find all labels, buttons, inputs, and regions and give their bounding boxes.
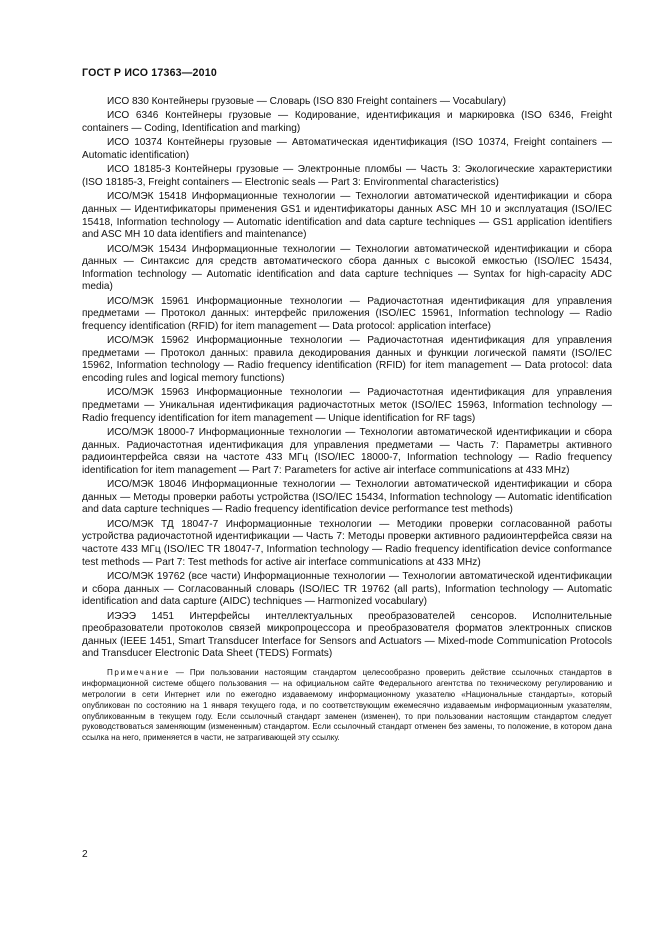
reference-item: ИСО 10374 Контейнеры грузовые — Автоматическая идентификация (ISO 10374, Freight containers — Automatic identification) (82, 137, 612, 161)
reference-item: ИСО 6346 Контейнеры грузовые — Кодирование, идентификация и маркировка (ISO 6346, Freight containers — Coding, Identification and marking) (82, 110, 612, 134)
document-body (82, 96, 612, 744)
reference-item: ИСО/МЭК 15963 Информационные технологии — Радиочастотная идентификация для управления предметами — Уникальная идентификация радиочастотных меток (ISO/IEC 15963, Information technology — Radio frequency identification for item management — Unique identification for RF tags) (82, 387, 612, 424)
reference-item: ИСО/МЭК 15418 Информационные технологии — Технологии автоматической идентификации и сбора данных — Идентификаторы применения GS1 и идентификаторы данных ASC MH 10 и эксплуатация (ISO/IEC 15418, Information technology — Automatic identification and data capture techniques — GS1 application identifiers and ASC MH 10 data identifiers and maintenance) (82, 191, 612, 241)
reference-item: ИСО 830 Контейнеры грузовые — Словарь (ISO 830 Freight containers — Vocabulary) (107, 96, 507, 107)
reference-item: ИСО 18185-3 Контейнеры грузовые — Электронные пломбы — Часть 3: Экологические характеристики (ISO 18185-3, Freight containers — Electronic seals — Part 3: Environmental characteristics) (82, 164, 612, 188)
reference-item: ИСО/МЭК 15961 Информационные технологии — Радиочастотная идентификация для управления предметами — Протокол данных: интерфейс приложения (ISO/IEC 15961, Information technology — Radio frequency identification (RFID) for item management — Data protocol: application interface) (82, 295, 612, 332)
document-header: ГОСТ Р ИСО 17363—2010 (82, 67, 217, 79)
reference-item: ИСО/МЭК ТД 18047-7 Информационные технологии — Методики проверки согласованной работы устройства радиочастотной идентификации — Часть 7: Методы проверки активного радиоинтерфейса связи на частоте 433 МГц (ISO/IEC TR 18047-7, Information technology — Radio frequency identification device conformance test methods — Part 7: Test methods for active air interface communications at 433 MHz) (82, 518, 612, 568)
note-text: — При пользовании настоящим стандартом целесообразно проверить действие ссылочных стандартов в информационной системе общего пользования — на официальном сайте Федерального агентства по техническому регулированию и метрологии в сети Интернет или по ежегодно издаваемому информационному указателю «Национальные стандарты», который опубликован по состоянию на 1 января текущего года, и по соответствующим ежемесячно издаваемым информационным указателям, опубликованным в текущем году. Если ссылочный стандарт заменен (изменен), то при пользовании настоящим стандартом следует руководствоваться заменяющим (измененным) стандартом. Если ссылочный стандарт отменен без замены, то положение, в котором дана ссылка на него, применяется в части, не затрагивающей эту ссылку. (82, 667, 612, 743)
reference-item: ИСО/МЭК 18046 Информационные технологии — Технологии автоматической идентификации и сбора данных — Методы проверки работы устройства (ISO/IEC 15434, Information technology — Automatic identification and data capture techniques — Radio frequency identification device performance test methods) (82, 479, 612, 516)
page-number: 2 (82, 849, 88, 860)
reference-item: ИСО/МЭК 19762 (все части) Информационные технологии — Технологии автоматической идентификации и сбора данных — Согласованный словарь (ISO/IEC TR 19762 (all parts), Information technology — Automatic identification and data capture (AIDC) techniques — Harmonized vocabulary) (82, 570, 612, 608)
reference-item: ИЭЭЭ 1451 Интерфейсы интеллектуальных преобразователей сенсоров. Исполнительные преобразователи протоколов связей микропроцессора и преобразователя форматов электронных списков данных (IEEE 1451, Smart Transducer Interface for Sensors and Actuators — Mixed-mode Communication Protocols and Transducer Electronic Data Sheet (TEDS) Formats) (82, 610, 612, 660)
note-paragraph (82, 668, 612, 744)
reference-item: ИСО/МЭК 15434 Информационные технологии — Технологии автоматической идентификации и сбора данных — Синтаксис для средств автоматического сбора данных с высокой емкостью (ISO/IEC 15434, Information technology — Automatic identification and data capture techniques — Syntax for high-capacity ADC media) (82, 243, 612, 293)
reference-item: ИСО/МЭК 18000-7 Информационные технологии — Технологии автоматической идентификации и сбора данных. Радиочастотная идентификация для управления предметами — Часть 7: Параметры активного радиоинтерфейса связи на частоте 433 МГц (ISO/IEC 18000-7, Information technology — Radio frequency identification for item management — Part 7: Parameters for active air interface communications at 433 MHz) (82, 427, 612, 476)
reference-item: ИСО/МЭК 15962 Информационные технологии — Радиочастотная идентификация для управления предметами — Протокол данных: правила декодирования данных и функции логической памяти (ISO/IEC 15962, Information technology — Radio frequency identification (RFID) for item management — Data protocol: data encoding rules and logical memory functions) (82, 335, 612, 385)
note-label: Примечание (107, 667, 170, 677)
